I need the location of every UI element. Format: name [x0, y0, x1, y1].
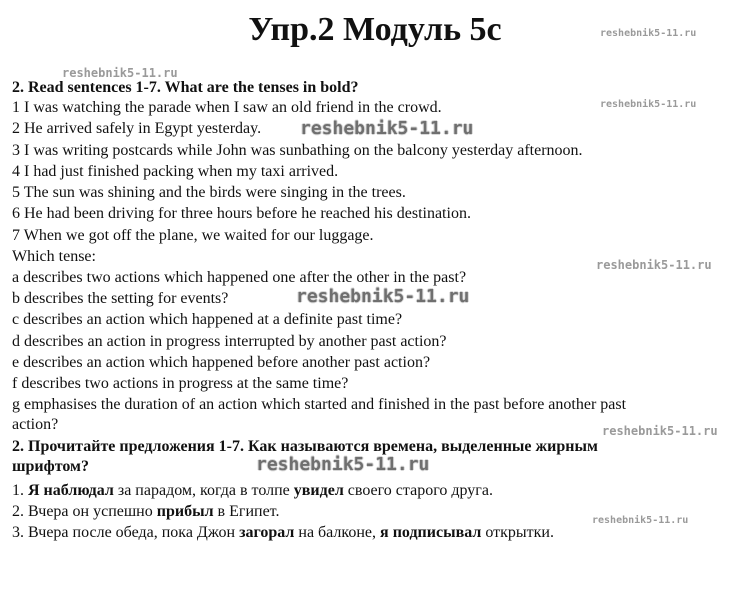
ru-bold-verb: Я наблюдал	[28, 482, 114, 499]
option-b: b describes the setting for events?	[12, 290, 229, 307]
sentence-5: 5 The sun was shining and the birds were singing in the trees.	[12, 184, 406, 201]
option-f: f describes two actions in progress at the same time?	[12, 375, 349, 392]
sentence-6: 6 He had been driving for three hours before he reached his destination.	[12, 205, 471, 222]
option-e: e describes an action which happened before another past action?	[12, 354, 431, 371]
option-c: c describes an action which happened at a definite past time?	[12, 311, 403, 328]
sentence-7: 7 When we got off the plane, we waited for our luggage.	[12, 227, 374, 244]
option-d: d describes an action in progress interrupted by another past action?	[12, 333, 447, 350]
watermark: reshebnik5-11.ru	[596, 258, 712, 272]
ru-bold-verb: я подписывал	[380, 524, 482, 541]
sentence-4: 4 I had just finished packing when my taxi arrived.	[12, 163, 339, 180]
ru-text: 1.	[12, 482, 28, 499]
watermark: reshebnik5-11.ru	[300, 118, 474, 139]
task-heading-ru-continued: шрифтом?	[12, 458, 89, 475]
watermark: reshebnik5-11.ru	[600, 28, 697, 39]
ru-text: 3. Вчера после обеда, пока Джон	[12, 524, 240, 541]
watermark: reshebnik5-11.ru	[600, 99, 697, 110]
page-title: Упр.2 Модуль 5с	[248, 11, 502, 48]
ru-text: 2. Вчера он успешно	[12, 503, 157, 520]
ru-bold-verb: увидел	[293, 482, 344, 499]
ru-text: на балконе,	[294, 524, 381, 541]
task-heading-en: 2. Read sentences 1-7. What are the tenses in bold?	[12, 79, 359, 96]
ru-sentence-3	[12, 523, 740, 543]
ru-text: своего старого друга.	[343, 482, 493, 499]
ru-sentence-1	[12, 481, 740, 501]
ru-text: за парадом, когда в толпе	[113, 482, 294, 499]
sentence-3: 3 I was writing postcards while John was sunbathing on the balcony yesterday afternoon.	[12, 142, 583, 159]
task-heading-ru: 2. Прочитайте предложения 1-7. Как называются времена, выделенные жирным	[12, 438, 598, 455]
ru-bold-verb: прибыл	[156, 503, 214, 520]
watermark: reshebnik5-11.ru	[256, 454, 430, 475]
watermark: reshebnik5-11.ru	[62, 66, 178, 80]
ru-text: открытки.	[481, 524, 554, 541]
ru-bold-verb: загорал	[239, 524, 295, 541]
sentence-2: 2 He arrived safely in Egypt yesterday.	[12, 120, 262, 137]
watermark: reshebnik5-11.ru	[602, 424, 718, 438]
watermark: reshebnik5-11.ru	[592, 515, 689, 526]
watermark: reshebnik5-11.ru	[296, 286, 470, 307]
option-g: g emphasises the duration of an action which started and finished in the past before another past	[12, 396, 627, 413]
option-a: a describes two actions which happened one after the other in the past?	[12, 269, 467, 286]
option-g-continued: action?	[12, 416, 59, 433]
sentence-1: 1 I was watching the parade when I saw an old friend in the crowd.	[12, 99, 442, 116]
question-intro: Which tense:	[12, 248, 96, 265]
ru-text: в Египет.	[213, 503, 280, 520]
